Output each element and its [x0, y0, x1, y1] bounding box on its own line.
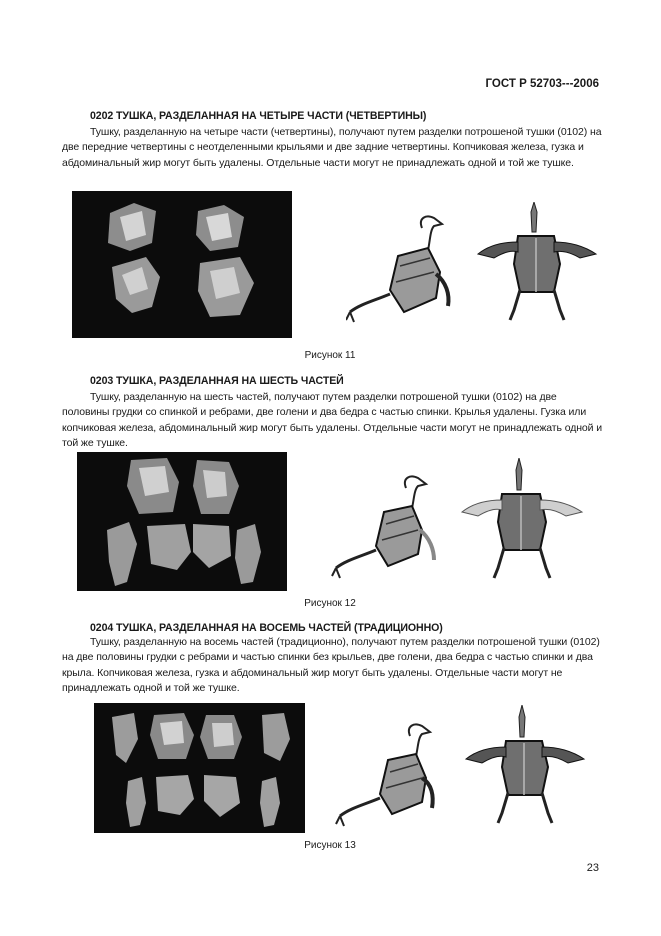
bird-back-view-diagram [462, 705, 588, 829]
photo-eight-parts [94, 703, 305, 833]
photo-six-parts [77, 452, 287, 591]
photo-four-parts [72, 191, 292, 338]
figure-caption-12: Рисунок 12 [304, 598, 356, 609]
bird-back-view-diagram [474, 202, 600, 327]
page-number: 23 [586, 862, 599, 874]
section-title-0204: 0204 ТУШКА, РАЗДЕЛАННАЯ НА ВОСЕМЬ ЧАСТЕЙ (ТРАДИЦИОННО) [90, 622, 443, 634]
bird-side-view-diagram [334, 712, 446, 828]
section-text-0203: Тушку, разделанную на шесть частей, получают путем разделки потрошеной тушки (0102) на две половины грудки со спинкой и ребрами, две голени и два бедра с частью спинки. Крылья удалены. Гузка или копчиковая железа, абдоминальный жир могут быть удалены. Отдельные части могут не принадлежать одной и той же тушке. [62, 391, 603, 450]
bird-back-view-diagram [458, 458, 586, 584]
bird-side-view-diagram [330, 462, 442, 580]
bird-side-view-diagram [346, 202, 458, 327]
figure-caption-13: Рисунок 13 [304, 840, 356, 851]
section-title-0202: 0202 ТУШКА, РАЗДЕЛАННАЯ НА ЧЕТЫРЕ ЧАСТИ (ЧЕТВЕРТИНЫ) [90, 110, 427, 122]
section-text-0202: Тушку, разделанную на четыре части (четвертины), получают путем разделки потрошеной тушки (0102) на две передние четвертины с неотделенными крыльями и две задние четвертины. Копчиковая железа, гузка и абдоминальный жир могут быть удалены. Отдельные части могут не принадлежать одной и той же тушке. [62, 126, 602, 169]
section-text-0204: Тушку, разделанную на восемь частей (традиционно), получают путем разделки потрошеной тушки (0102) на две половины грудки с ребрами и частью спинки без крыльев, две голени, два бедра с частью спинки и два крыла. Копчиковая железа, гузка и абдоминальный жир могут быть удалены. Отдельные части могут не принадлежать одной и той же тушке. [62, 636, 600, 695]
standard-header: ГОСТ Р 52703---2006 [485, 78, 599, 90]
figure-caption-11: Рисунок 11 [304, 350, 356, 361]
section-title-0203: 0203 ТУШКА, РАЗДЕЛАННАЯ НА ШЕСТЬ ЧАСТЕЙ [90, 375, 344, 387]
